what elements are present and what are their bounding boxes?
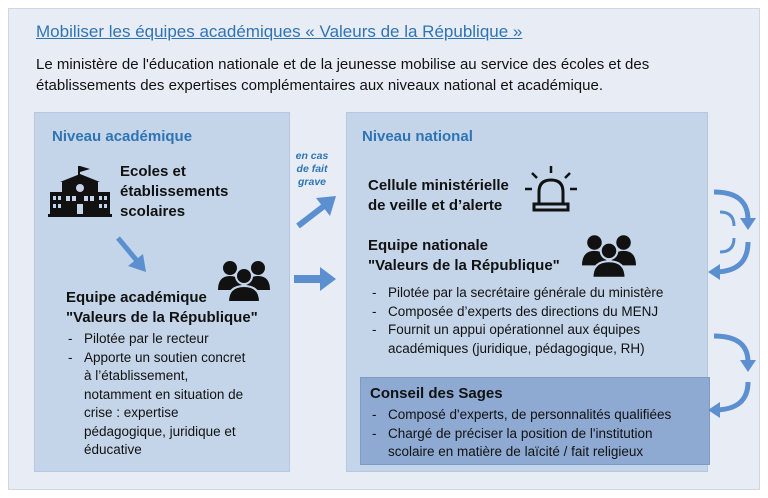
escalation-arrow bbox=[294, 194, 338, 232]
national-team-line-1: Equipe nationale bbox=[368, 237, 489, 254]
list-item: - Apporte un soutien concret à l’établissement, notamment en situation de crise : expertise pédagogique, juridique et éducative bbox=[66, 349, 245, 460]
list-item: - Composé d'experts, de personnalités qualifiées bbox=[370, 406, 671, 425]
monitoring-cell-line-1: Cellule ministérielle bbox=[368, 177, 509, 194]
escalation-note: en cas de fait grave bbox=[295, 150, 329, 188]
council-title: Conseil des Sages bbox=[370, 385, 503, 402]
academic-team-title bbox=[66, 288, 258, 328]
schools-line-3: scolaires bbox=[120, 203, 186, 220]
page-title: Mobiliser les équipes académiques « Valeurs de la République » bbox=[36, 22, 523, 41]
intro-line-2: établissements des expertises complémentaires aux niveaux national et académique. bbox=[36, 77, 603, 94]
academic-team-bullets bbox=[66, 330, 245, 460]
people-group-icon bbox=[582, 232, 636, 278]
schools-line-1: Ecoles et bbox=[120, 163, 186, 180]
list-item: - Fournit un appui opérationnel aux équipes académiques (juridique, pédagogique, RH) bbox=[370, 321, 663, 358]
list-item: - Pilotée par la secrétaire générale du ministère bbox=[370, 284, 663, 303]
academic-team-line-1: Equipe académique bbox=[66, 289, 207, 306]
monitoring-cell-label bbox=[368, 176, 509, 216]
school-building-icon bbox=[48, 166, 112, 220]
monitoring-cell-line-2: de veille et d’alerte bbox=[368, 197, 503, 214]
intro-text bbox=[36, 54, 736, 96]
national-level-heading: Niveau national bbox=[362, 128, 473, 145]
schools-line-2: établissements bbox=[120, 183, 229, 200]
council-bullets bbox=[370, 406, 671, 462]
circular-arrows-icon bbox=[708, 182, 756, 282]
list-item: - Composée d’experts des directions du MENJ bbox=[370, 303, 663, 322]
schools-to-team-arrow bbox=[112, 234, 152, 276]
academic-team-line-2: "Valeurs de la République" bbox=[66, 309, 258, 326]
list-item: - Chargé de préciser la position de l'institution scolaire en matière de laïcité / fait religieux bbox=[370, 425, 671, 462]
intro-line-1: Le ministère de l'éducation nationale et de la jeunesse mobilise au service des écoles et des bbox=[36, 56, 650, 73]
national-team-bullets bbox=[370, 284, 663, 358]
national-team-title bbox=[368, 236, 560, 276]
list-item: - Pilotée par le recteur bbox=[66, 330, 245, 349]
circular-arrows-icon bbox=[708, 328, 756, 418]
schools-label bbox=[120, 162, 228, 222]
national-team-line-2: "Valeurs de la République" bbox=[368, 257, 560, 274]
alarm-light-icon bbox=[522, 164, 580, 214]
academic-level-heading: Niveau académique bbox=[52, 128, 193, 145]
academic-to-national-arrow bbox=[292, 266, 338, 292]
